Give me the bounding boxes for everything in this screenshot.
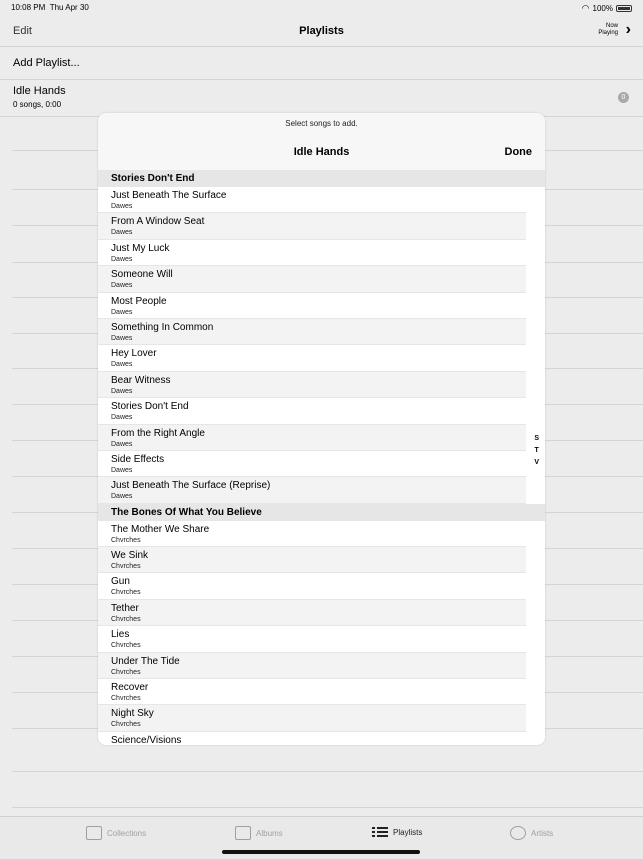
tab-label: Albums (256, 828, 283, 838)
song-title: The Mother We Share (111, 523, 210, 535)
song-row[interactable] (98, 521, 526, 547)
modal-prompt: Select songs to add. (285, 119, 358, 128)
song-title: Someone Will (111, 269, 173, 281)
song-row[interactable] (98, 187, 526, 213)
song-row[interactable] (98, 240, 526, 266)
song-title: Side Effects (111, 453, 165, 465)
song-title: From the Right Angle (111, 427, 205, 439)
section-header: The Bones Of What You Believe (98, 504, 545, 521)
add-playlist-row[interactable] (0, 47, 643, 80)
index-letter[interactable]: S (534, 435, 539, 442)
list-divider (12, 771, 643, 772)
song-row[interactable] (98, 213, 526, 239)
song-row[interactable] (98, 547, 526, 573)
tab-label: Collections (107, 828, 147, 838)
playlist-details: 0 songs, 0:00 (13, 100, 62, 109)
song-artist: Dawes (111, 414, 133, 422)
song-title: Recover (111, 682, 149, 694)
tab-label: Artists (531, 828, 554, 838)
song-artist: Dawes (111, 361, 133, 369)
chevron-right-icon[interactable]: › (625, 21, 631, 38)
tab-artists[interactable] (510, 826, 553, 840)
song-title: Hey Lover (111, 348, 157, 360)
song-artist: Dawes (111, 387, 133, 395)
list-icon (372, 826, 388, 838)
edit-button[interactable]: Edit (13, 25, 32, 37)
song-title: Stories Don't End (111, 401, 189, 413)
song-title: Night Sky (111, 708, 154, 720)
song-row[interactable] (98, 398, 526, 424)
tab-collections[interactable] (86, 826, 146, 840)
song-title: Gun (111, 576, 130, 588)
now-playing-line2: Playing (598, 30, 618, 36)
song-artist: Chvrches (111, 615, 141, 623)
modal-header (98, 113, 545, 170)
wifi-icon: ◠ (581, 3, 590, 13)
song-artist: Chvrches (111, 563, 141, 571)
index-letter[interactable]: T (534, 447, 539, 454)
song-row[interactable] (98, 477, 526, 503)
song-row[interactable] (98, 345, 526, 371)
song-title: Tether (111, 602, 139, 614)
tab-playlists[interactable] (372, 826, 422, 838)
song-artist: Dawes (111, 203, 133, 210)
now-playing-line1: Now (605, 23, 618, 29)
song-list[interactable] (98, 170, 545, 745)
done-button[interactable]: Done (504, 146, 532, 158)
modal-title: Idle Hands (293, 146, 350, 158)
status-bar (0, 0, 643, 16)
song-artist: Dawes (111, 466, 133, 474)
song-artist: Dawes (111, 334, 133, 342)
song-title: Something In Common (111, 321, 214, 333)
song-row[interactable] (98, 626, 526, 652)
song-row[interactable] (98, 451, 526, 477)
song-row[interactable] (98, 293, 526, 319)
page-title: Playlists (299, 25, 344, 37)
add-playlist-label: Add Playlist... (13, 57, 80, 69)
song-row[interactable] (98, 705, 526, 731)
status-right (582, 3, 632, 14)
nav-bar (0, 16, 643, 47)
song-title: We Sink (111, 550, 149, 562)
status-date: Thu Apr 30 (49, 3, 89, 12)
song-title: Under The Tide (111, 655, 180, 667)
song-row[interactable] (98, 732, 526, 745)
tab-albums[interactable] (235, 826, 283, 840)
playlist-row[interactable] (0, 80, 643, 117)
song-title: Bear Witness (111, 374, 171, 386)
song-row[interactable] (98, 573, 526, 599)
song-artist: Chvrches (111, 668, 141, 676)
song-title: Just Beneath The Surface (111, 190, 227, 201)
song-artist: Chvrches (111, 642, 141, 650)
section-index[interactable] (534, 435, 539, 466)
tab-label: Playlists (393, 827, 423, 837)
status-time (11, 3, 89, 12)
song-artist: Chvrches (111, 721, 141, 729)
song-artist: Chvrches (111, 589, 141, 597)
song-artist: Dawes (111, 493, 133, 501)
battery-percent: 100% (592, 4, 613, 13)
song-artist: Dawes (111, 255, 133, 263)
song-title: Just Beneath The Surface (Reprise) (111, 480, 271, 492)
home-indicator (222, 850, 420, 854)
artists-icon (510, 826, 526, 840)
playlist-name: Idle Hands (13, 85, 66, 97)
song-artist: Chvrches (111, 695, 141, 703)
song-artist: Dawes (111, 229, 133, 237)
song-artist: Dawes (111, 282, 133, 290)
index-letter[interactable]: V (534, 459, 539, 466)
song-row[interactable] (98, 679, 526, 705)
now-playing-button[interactable] (598, 23, 618, 37)
song-title: Just My Luck (111, 242, 170, 254)
song-row[interactable] (98, 600, 526, 626)
song-artist: Chvrches (111, 536, 141, 544)
song-title: Science/Visions (111, 734, 182, 745)
status-clock: 10:08 PM (11, 3, 46, 12)
song-title: Most People (111, 295, 167, 307)
song-row[interactable] (98, 653, 526, 679)
song-artist: Dawes (111, 308, 133, 316)
section-header: Stories Don't End (98, 170, 545, 187)
song-artist: Dawes (111, 440, 133, 448)
list-divider (12, 807, 643, 808)
playlist-count-badge: 0 (618, 92, 629, 103)
albums-icon (235, 826, 251, 840)
collections-icon (86, 826, 102, 840)
song-title: From A Window Seat (111, 216, 205, 228)
song-row[interactable] (98, 266, 526, 292)
song-row[interactable] (98, 319, 526, 345)
song-row[interactable] (98, 372, 526, 398)
song-title: Lies (111, 629, 130, 641)
select-songs-modal (98, 113, 545, 745)
song-row[interactable] (98, 425, 526, 451)
battery-icon (616, 5, 632, 12)
